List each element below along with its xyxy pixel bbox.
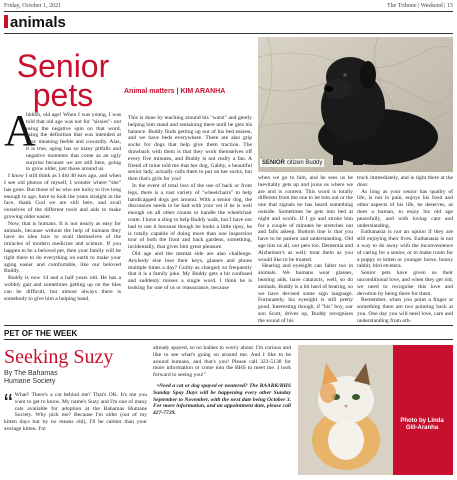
pet-heading-rule [4,339,453,340]
paragraph: This is done by teaching around his "waist" and gently helping him stand and remaining there until he gets his balance. Buddy finds getting up out of his bed easiest, and we have beds everywhere. There are also grip socks for dogs that help give them traction. The drawback with them is that they work themselves off every five minutes, and Buddy is not really a fan. A friend of mine told me that her dog, Gabby, a beautiful senior lady, actually calls them to put on her socks, but then that's girls for you! [128,115,252,183]
paragraph: Euthanasia is not an option if they are still enjoying their lives. Euthanasia is not a way to do away with the inconvenience of caring for a senior, or to make room for a puppy or kitten or younger horse, bunny rabbit, bird etcetera. [357,229,453,270]
pet-byline [4,370,58,386]
paragraph: Remember, when you point a finger at something there are two pointing back at you. One day you will need love, care and understanding from oth- [357,297,453,324]
cat-illustration [298,345,393,475]
photo-caption [260,159,324,167]
pet-paragraph: already spayed, so no babies to worry about. I'm curious and like to see what's going on around me. And I like to be around humans, and that's you! Please call 323-5138 for more information or come into the BHS to meet me. I look forward to seeing you!" [153,345,291,379]
issue-date: Friday, October 1, 2021 [4,3,62,9]
paragraph: I know I still think as I did 40 ears ago, and when I see old photos of myself, I wonder where "she" has gone. But those of us who are lucky to live long enough to age, have to look the years straight in the face, thank God we are still here, and avail ourselves of the different tools and aids to make growing older easier. [4,173,121,220]
pet-byline-2: Humane Society [4,378,56,385]
paragraph: Old age and the mental side are also challenge. Anybody else lose their keys, glasses and phone multiple times a day? Guilty as charged; so frequently that it is a family joke. My Buddy gets a bit confused and suddenly misses a single word. I think he is looking for one of us or reassurance, because [128,250,252,291]
section-day: Weekend [420,3,443,9]
pet-section-heading: PET OF THE WEEK [4,329,78,338]
page-number: 15 [447,3,453,9]
quote-mark: “ [4,388,13,418]
pet-paragraph: What? There's a cat behind me? That's OK. It's me you want to get to know. My name's Suzy and I'm one of many cats available for adoption at the Bahamas Humane Society. Why pick me? Because I'm older (out of my kitten days but by no means old), I'll be calmer than your average kitten. I'm [4,392,147,432]
paragraph: Buddy is now 14 and a half years old. He has a wobbly gait and sometimes getting up on the tiles can be difficult, but almost always there is somebody to give him a helping hand. [4,275,121,302]
photo-caption-text: citizen Buddy [286,160,323,166]
pet-section-rule [4,325,453,326]
article-byline: Animal matters | KIM ARANHA [124,88,226,95]
article-column-1 [4,106,121,302]
headline-line-2: pets [32,77,94,113]
dog-illustration [258,37,453,172]
paragraph: In the event of total loss of the use of back or front legs, there is a vast variety of "wheelchairs" to help handicapped dogs get around. With a senior dog, the discussion needs to be had with your vet if he is well enough on all other counts to handle the wheelchair route. I have a sling to help Buddy walk, but I have not had to use it because though he looks a little tipsy, he is totally capable of doing more than one inspection tour of both the front and back gardens, something, incidentally, that gives him great pleasure. [128,182,252,251]
header-right: The Tribune | Weekend | 15 [387,3,453,9]
paragraph: As long as your senior has quality of life, is not in pain, enjoys his food and other aspects of his life, he deserves, as does a human, to enjoy his old age peacefully, and with loving care and understanding. [357,188,453,229]
dog-photo [258,37,453,172]
section-bar [4,15,8,28]
pet-column-1 [4,388,147,433]
paragraph: truck immediately, and is right there at the door. [357,175,453,188]
drop-cap: A [4,106,36,155]
paragraph: Hearing and eyesight can falter too in animals. We humans wear glasses, hearing aids, have cataracts, well, so do animals. Buddy is a bit hard of hearing, so we have devised some sign language. Fortunately, his eyesight is still pretty good. Interesting though, if "his" boy, our son Scott, drives up, Buddy recognises the sound of his [258,263,353,324]
paper-name: The Tribune [387,3,417,9]
pet-column-2 [153,345,291,417]
spay-notice: •Need a cat or dog spayed or neutered? The BAARK/BHS Sunday Spay Days will be happening every other Sunday September to November, with the next date being October 3. For more information, and an appointment date, please call 427-7729. [153,382,291,417]
article-column-4 [357,175,453,325]
pet-byline-1: By The Bahamas [4,370,58,377]
headline-line-1: Senior [16,48,110,84]
article-headline [4,48,122,113]
photo-caption-bold: SENIOR [262,160,286,166]
article-column-2 [128,115,252,292]
section-title [4,14,66,31]
section-label: animals [10,14,66,31]
cat-photo-credit: Photo by Linda Gill-Aranha [400,418,444,431]
paragraph: when we go to him, and he sees us he inevitably gets up and joins us where we are and is content. This word is totally different from the one to let him out or the one that signals he has heard something outside. Sometimes he gets into bed at night and woofs. If I go and stroke him for a couple of minutes he stretches out and falls asleep. Bottom line is that you have to be patient and understanding. Old age hits us all, our pets too. Dementia and Alzheimer's as well; treat them as you would like to be treated. [258,175,353,263]
article-column-3 [258,175,353,325]
pet-headline: Seeking Suzy [4,346,114,368]
paragraph: hhhhh, old age! When I was young, I was told that old age was not for "sissies"- not using the negative spin on that word, using the definition that was intended at first: meaning feeble and cowardly. Alas, it is true, aging has so many pitfalls and negative moments that come as an ugly surprise because we are still here, going to grow older, just those around us. [26,112,121,173]
cat-photo-box [298,345,453,475]
paragraph: Senior pets have given us their unconditional love, and when they get old, we need to recognise this love and devotion by being there for them. [357,270,453,297]
paragraph: Now, that is humans. It is not nearly as easy for animals, because without the help of humans they have no idea how to avail themselves of the miracles of modern medicine and science. If you happen to be a beloved pet, then your family will be right there to do everything on earth to make your aging easier and comfortable, like our beloved Buddy. [4,220,121,275]
section-rule [4,33,453,34]
header-rule [4,11,453,12]
